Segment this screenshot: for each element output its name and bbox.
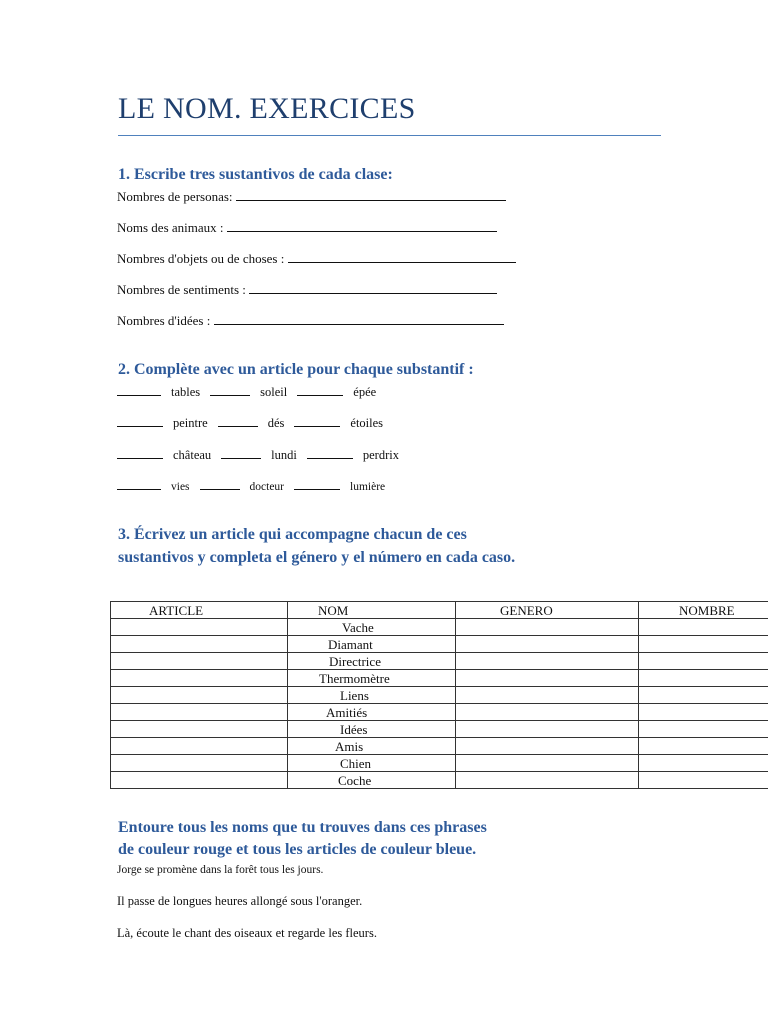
article-blank[interactable] [221, 447, 261, 459]
answer-blank[interactable] [236, 189, 506, 201]
sentence-1: Jorge se promène dans la forêt tous les jours. [117, 864, 324, 876]
nombre-cell[interactable] [639, 755, 768, 772]
nombre-cell[interactable] [639, 670, 768, 687]
ex1-label: Nombres d'objets ou de choses : [117, 251, 285, 266]
exercise-3-heading-line2: sustantivos y completa el género y el número en cada caso. [118, 549, 516, 566]
noun-cell: Directrice [288, 653, 456, 670]
article-cell[interactable] [111, 687, 288, 704]
article-cell[interactable] [111, 619, 288, 636]
ex1-label: Nombres de personas: [117, 189, 233, 204]
noun-word: peintre [173, 416, 208, 430]
genero-cell[interactable] [456, 619, 639, 636]
article-cell[interactable] [111, 670, 288, 687]
noun-table [110, 601, 768, 789]
genero-cell[interactable] [456, 721, 639, 738]
article-blank[interactable] [117, 415, 163, 427]
noun-word: docteur [249, 481, 285, 493]
noun-word: dés [267, 416, 285, 430]
table-row [111, 755, 768, 772]
table-row [111, 619, 768, 636]
noun-cell: Vache [288, 619, 456, 636]
answer-blank[interactable] [214, 313, 504, 325]
genero-cell[interactable] [456, 653, 639, 670]
genero-cell[interactable] [456, 772, 639, 789]
noun-word: vies [171, 481, 190, 493]
nombre-cell[interactable] [639, 738, 768, 755]
ex1-line-idees [117, 313, 504, 329]
noun-word: perdrix [362, 448, 399, 462]
noun-cell: Liens [288, 687, 456, 704]
article-blank[interactable] [200, 478, 240, 490]
header-genero: GENERO [456, 602, 639, 619]
noun-word: tables [171, 385, 201, 399]
sentence-2: Il passe de longues heures allongé sous l'oranger. [117, 894, 363, 908]
ex1-line-animaux [117, 220, 497, 236]
genero-cell[interactable] [456, 687, 639, 704]
nombre-cell[interactable] [639, 687, 768, 704]
article-cell[interactable] [111, 704, 288, 721]
table-row [111, 670, 768, 687]
ex2-row [117, 384, 386, 400]
header-nom: NOM [288, 602, 456, 619]
table-row [111, 721, 768, 738]
title-rule [118, 135, 661, 136]
ex1-line-sentiments [117, 282, 497, 298]
nombre-cell[interactable] [639, 704, 768, 721]
nombre-cell[interactable] [639, 636, 768, 653]
ex1-label: Nombres de sentiments : [117, 282, 246, 297]
ex1-line-personas [117, 189, 506, 205]
noun-cell: Amitiés [288, 704, 456, 721]
noun-word: étoiles [350, 416, 384, 430]
genero-cell[interactable] [456, 738, 639, 755]
table-row [111, 653, 768, 670]
answer-blank[interactable] [249, 282, 497, 294]
noun-cell: Thermomètre [288, 670, 456, 687]
article-blank[interactable] [294, 415, 340, 427]
noun-cell: Idées [288, 721, 456, 738]
noun-cell: Chien [288, 755, 456, 772]
nombre-cell[interactable] [639, 721, 768, 738]
genero-cell[interactable] [456, 704, 639, 721]
table-row [111, 772, 768, 789]
header-nombre: NOMBRE [639, 602, 768, 619]
noun-cell: Amis [288, 738, 456, 755]
ex1-label: Noms des animaux : [117, 220, 224, 235]
article-cell[interactable] [111, 772, 288, 789]
noun-cell: Coche [288, 772, 456, 789]
article-blank[interactable] [218, 415, 258, 427]
noun-word: épée [353, 385, 377, 399]
article-cell[interactable] [111, 653, 288, 670]
article-cell[interactable] [111, 738, 288, 755]
nombre-cell[interactable] [639, 653, 768, 670]
article-cell[interactable] [111, 721, 288, 738]
header-article: ARTICLE [111, 602, 288, 619]
article-cell[interactable] [111, 755, 288, 772]
page-title: LE NOM. EXERCICES [118, 92, 416, 125]
noun-word: soleil [260, 385, 288, 399]
ex2-row [117, 447, 409, 463]
exercise-3-heading-line1: 3. Écrivez un article qui accompagne chacun de ces [118, 526, 467, 543]
exercise-4-heading-line1: Entoure tous les noms que tu trouves dans ces phrases [118, 819, 487, 836]
noun-word: château [173, 448, 212, 462]
genero-cell[interactable] [456, 755, 639, 772]
article-blank[interactable] [294, 478, 340, 490]
ex2-row [117, 415, 393, 431]
table-row [111, 704, 768, 721]
ex1-label: Nombres d'idées : [117, 313, 211, 328]
article-blank[interactable] [297, 384, 343, 396]
noun-word: lumière [350, 481, 386, 493]
table-row [111, 687, 768, 704]
article-blank[interactable] [117, 384, 161, 396]
ex2-row [117, 478, 395, 493]
nombre-cell[interactable] [639, 772, 768, 789]
article-blank[interactable] [210, 384, 250, 396]
table-header-row [111, 602, 768, 619]
nombre-cell[interactable] [639, 619, 768, 636]
exercise-2-heading: 2. Complète avec un article pour chaque substantif : [118, 361, 474, 378]
table-row [111, 636, 768, 653]
answer-blank[interactable] [227, 220, 497, 232]
article-blank[interactable] [117, 478, 161, 490]
genero-cell[interactable] [456, 670, 639, 687]
exercise-1-heading: 1. Escribe tres sustantivos de cada clase: [118, 166, 393, 183]
article-blank[interactable] [307, 447, 353, 459]
article-blank[interactable] [117, 447, 163, 459]
answer-blank[interactable] [288, 251, 516, 263]
noun-cell: Diamant [288, 636, 456, 653]
exercise-4-heading-line2: de couleur rouge et tous les articles de couleur bleue. [118, 841, 477, 858]
ex1-line-objets [117, 251, 516, 267]
table-row [111, 738, 768, 755]
sentence-3: Là, écoute le chant des oiseaux et regarde les fleurs. [117, 926, 377, 940]
noun-word: lundi [271, 448, 297, 462]
article-cell[interactable] [111, 636, 288, 653]
genero-cell[interactable] [456, 636, 639, 653]
